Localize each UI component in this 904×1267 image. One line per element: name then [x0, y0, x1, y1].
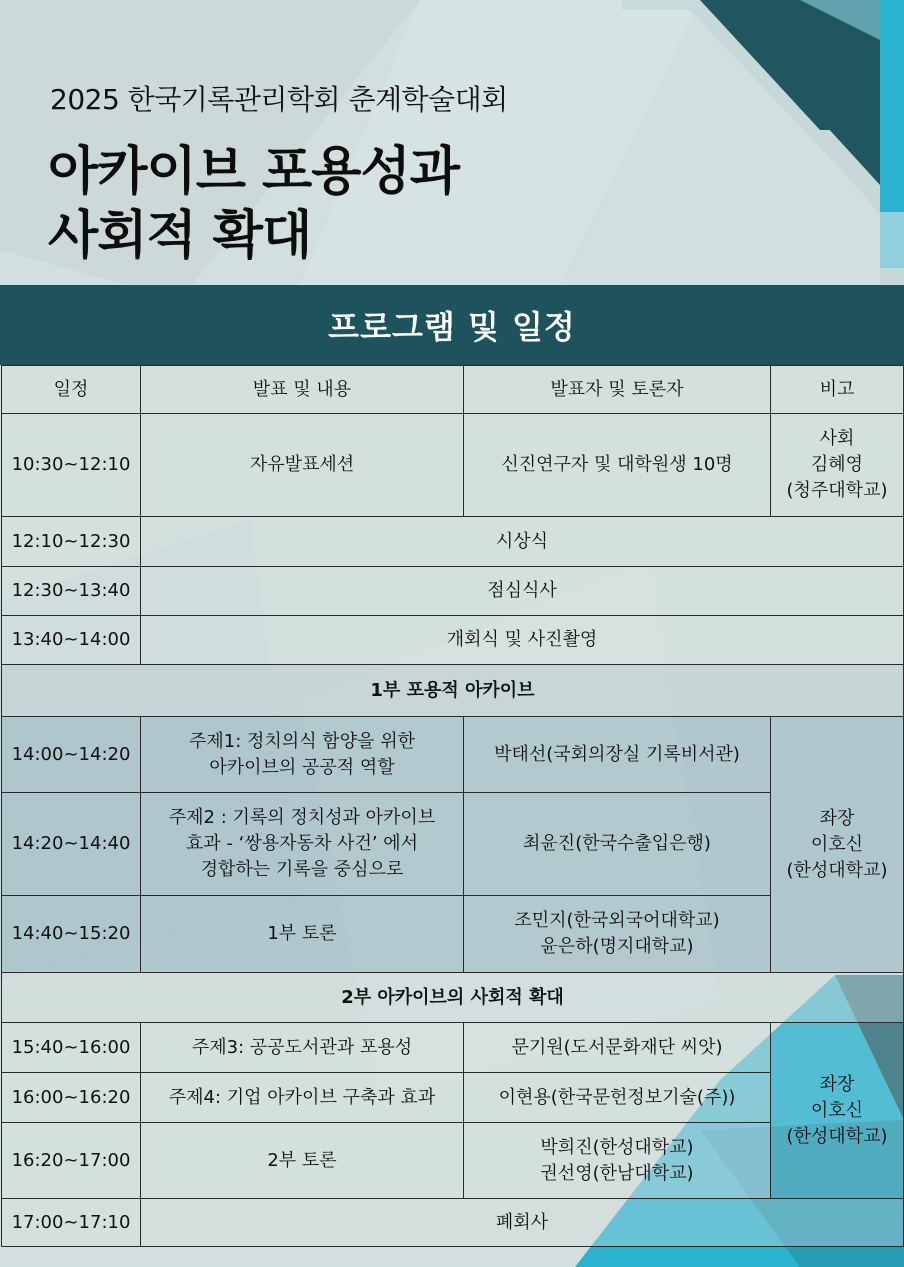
- event-title-line-2: 사회적 확대: [48, 206, 312, 266]
- note-line: (청주대학교): [786, 480, 888, 501]
- time-cell: 14:20~14:40: [2, 793, 141, 896]
- chair-line: 좌장: [819, 1073, 855, 1095]
- column-header-content: 발표 및 내용: [141, 366, 464, 414]
- content-cell: 개회식 및 사진촬영: [141, 616, 904, 665]
- content-cell: [141, 717, 464, 793]
- time-cell: 12:10~12:30: [2, 517, 141, 567]
- content-cell: 폐회사: [141, 1199, 904, 1247]
- chair-cell: [771, 717, 904, 973]
- content-line: 경합하는 기록을 중심으로: [200, 859, 404, 880]
- content-cell: 점심식사: [141, 567, 904, 616]
- content-line: 주제2 : 기록의 정치성과 아카이브: [168, 807, 436, 828]
- content-line: 주제1: 정치의식 함양을 위한: [189, 730, 415, 752]
- content-line: 주제3: 공공도서관과 포용성: [191, 1036, 413, 1058]
- presenter-line: 조민지(한국외국어대학교): [514, 910, 720, 931]
- presenter-line: 박태선(국회의장실 기록비서관): [494, 743, 740, 765]
- table-row: [2, 1123, 904, 1199]
- presenter-cell: [464, 896, 771, 973]
- presenter-cell: [464, 717, 771, 793]
- time-cell: 13:40~14:00: [2, 616, 141, 665]
- schedule-table: [1, 365, 904, 1247]
- section-title: 2부 아카이브의 사회적 확대: [2, 973, 904, 1023]
- event-subtitle: 2025 한국기록관리학회 춘계학술대회: [50, 83, 508, 116]
- time-cell: 12:30~13:40: [2, 567, 141, 616]
- chair-line: (한성대학교): [786, 859, 888, 881]
- content-line: 주제4: 기업 아카이브 구축과 효과: [168, 1086, 436, 1108]
- section-title-row: [2, 665, 904, 717]
- content-cell: 시상식: [141, 517, 904, 567]
- program-banner: 프로그램 및 일정: [0, 285, 904, 365]
- content-line: 효과 - ‘쌍용자동차 사건’ 에서: [185, 833, 419, 854]
- time-cell: 16:20~17:00: [2, 1123, 141, 1199]
- time-cell: 14:00~14:20: [2, 717, 141, 793]
- time-cell: 17:00~17:10: [2, 1199, 141, 1247]
- presenter-line: 박희진(한성대학교): [540, 1136, 694, 1158]
- presenter-cell: [464, 1073, 771, 1123]
- presenter-line: 문기원(도서문화재단 씨앗): [511, 1036, 723, 1058]
- table-row: [2, 1023, 904, 1073]
- presenter-cell: [464, 1123, 771, 1199]
- table-row: [2, 896, 904, 973]
- chair-cell: [771, 1023, 904, 1199]
- content-line: 2부 토론: [267, 1149, 337, 1171]
- note-line: 김혜영: [810, 454, 864, 475]
- presenter-cell: [464, 1023, 771, 1073]
- presenter-cell: 신진연구자 및 대학원생 10명: [464, 414, 771, 517]
- section-title: 1부 포용적 아카이브: [2, 665, 904, 717]
- chair-line: 좌장: [819, 807, 855, 829]
- column-header-presenter: 발표자 및 토론자: [464, 366, 771, 414]
- table-row: [2, 414, 904, 517]
- presenter-line: 권선영(한남대학교): [540, 1162, 694, 1184]
- column-header-note: 비고: [771, 366, 904, 414]
- chair-line: (한성대학교): [786, 1125, 888, 1147]
- time-cell: 14:40~15:20: [2, 896, 141, 973]
- content-cell: [141, 1023, 464, 1073]
- event-title: [48, 140, 459, 268]
- table-row: [2, 1073, 904, 1123]
- column-header-time: 일정: [2, 366, 141, 414]
- table-row: [2, 567, 904, 616]
- table-row: [2, 517, 904, 567]
- table-header-row: [2, 366, 904, 414]
- content-cell: [141, 1123, 464, 1199]
- content-cell: 자유발표세션: [141, 414, 464, 517]
- note-cell: [771, 414, 904, 517]
- table-row: [2, 717, 904, 793]
- time-cell: 10:30~12:10: [2, 414, 141, 517]
- chair-line: 이호신: [810, 1099, 864, 1121]
- presenter-line: 최윤진(한국수출입은행): [523, 833, 711, 854]
- table-row: [2, 616, 904, 665]
- presenter-line: 윤은하(명지대학교): [540, 936, 694, 957]
- content-cell: [141, 1073, 464, 1123]
- table-row: [2, 1199, 904, 1247]
- content-cell: [141, 896, 464, 973]
- time-cell: 15:40~16:00: [2, 1023, 141, 1073]
- content-cell: [141, 793, 464, 896]
- presenter-line: 이현용(한국문헌정보기술(주)): [498, 1086, 736, 1108]
- header: [0, 0, 904, 285]
- content-line: 아카이브의 공공적 역할: [209, 756, 395, 778]
- note-line: 사회: [819, 428, 855, 449]
- chair-line: 이호신: [810, 833, 864, 855]
- section-title-row: [2, 973, 904, 1023]
- event-title-line-1: 아카이브 포용성과: [48, 142, 459, 202]
- presenter-cell: [464, 793, 771, 896]
- table-row: [2, 793, 904, 896]
- content-line: 1부 토론: [267, 923, 337, 944]
- time-cell: 16:00~16:20: [2, 1073, 141, 1123]
